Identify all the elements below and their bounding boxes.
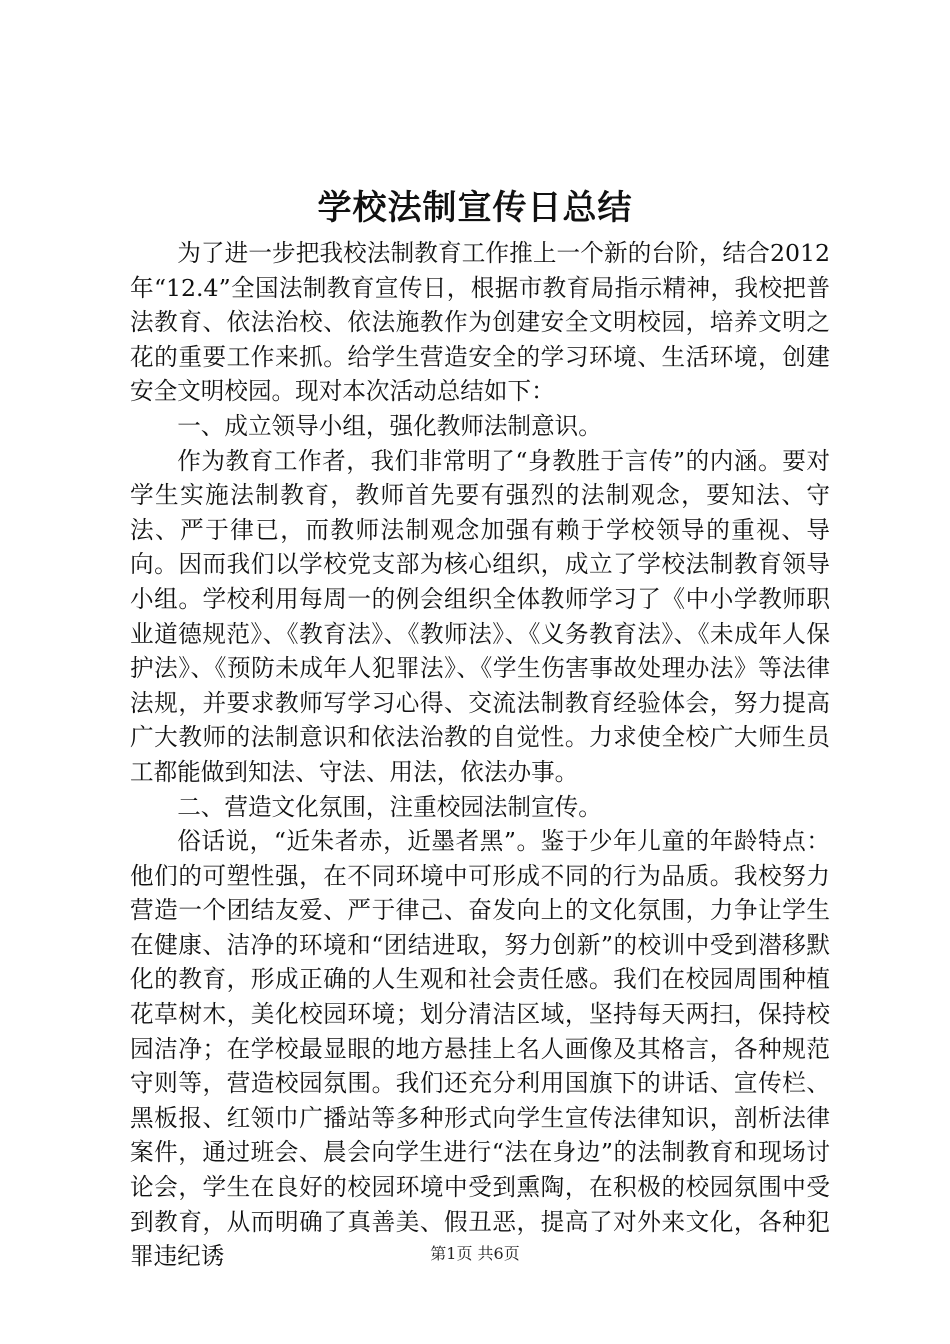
paragraph-section-1: 作为教育工作者，我们非常明了“身教胜于言传”的内涵。要对学生实施法制教育，教师首先要有强烈的法制观念，要知法、守法、严于律已，而教师法制观念加强有赖于学校领导的重视、导向。因而我们以学校党支部为核心组织，成立了学校法制教育领导小组。学校利用每周一的例会组织全体教师学习了《中小学教师职业道德规范》、《教育法》、《教师法》、《义务教育法》、《未成年人保护法》、《预防未成年人犯罪法》、《学生伤害事故处理办法》等法律法规，并要求教师写学习心得、交流法制教育经验体会，努力提高广大教师的法制意识和依法治教的自觉性。力求使全校广大师生员工都能做到知法、守法、用法，依法办事。 [130,446,830,786]
document-body [130,236,830,1274]
section-heading-1: 一、成立领导小组，强化教师法制意识。 [177,411,602,440]
document-title: 学校法制宣传日总结 [317,188,633,228]
paragraph-section-2: 俗话说，“近朱者赤，近墨者黑”。鉴于少年儿童的年龄特点：他们的可塑性强，在不同环境中可形成不同的行为品质。我校努力营造一个团结友爱、严于律己、奋发向上的文化氛围，力争让学生在健康、洁净的环境和“团结进取，努力创新”的校训中受到潜移默化的教育，形成正确的人生观和社会责任感。我们在校园周围种植花草树木，美化校园环境；划分清洁区域，坚持每天两扫，保持校园洁净；在学校最显眼的地方悬挂上名人画像及其格言，各种规范守则等，营造校园氛围。我们还充分利用国旗下的讲话、宣传栏、黑板报、红领巾广播站等多种形式向学生宣传法律知识，剖析法律案件，通过班会、晨会向学生进行“法在身边”的法制教育和现场讨论会，学生在良好的校园环境中受到熏陶，在积极的校园氛围中受到教育，从而明确了真善美、假丑恶，提高了对外来文化，各种犯罪违纪诱 [130,827,830,1271]
page-footer: 第1页 共6页 [430,1244,520,1263]
section-heading-2: 二、营造文化氛围，注重校园法制宣传。 [177,792,602,821]
paragraph-intro: 为了进一步把我校法制教育工作推上一个新的台阶，结合2012年“12.4”全国法制教育宣传日，根据市教育局指示精神，我校把普法教育、依法治校、依法施教作为创建安全文明校园，培养文明之花的重要工作来抓。给学生营造安全的学习环境、生活环境，创建安全文明校园。现对本次活动总结如下： [130,239,830,406]
